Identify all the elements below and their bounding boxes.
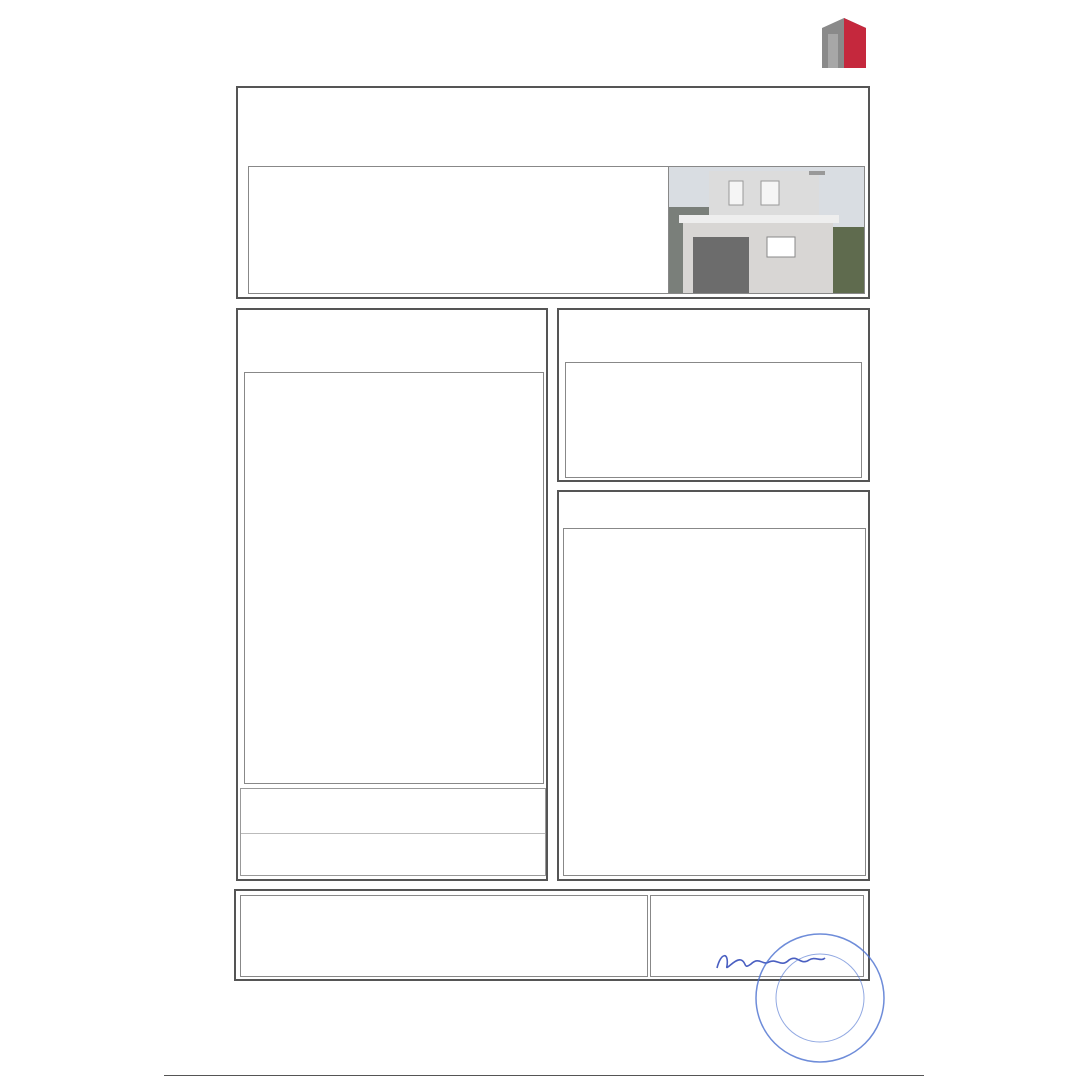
house-logo-icon <box>820 16 868 68</box>
indicators-table <box>563 528 866 876</box>
address-block <box>248 166 674 294</box>
building-photo <box>668 166 865 294</box>
energy-class-scale <box>244 372 544 784</box>
energy-pie-chart <box>760 369 864 473</box>
official-stamp <box>750 930 890 1065</box>
energy-split-section <box>557 308 870 482</box>
split-chart-area <box>565 362 862 478</box>
specialist-block <box>240 895 648 977</box>
requirement-divider <box>241 833 545 834</box>
indicators-section <box>557 490 870 881</box>
bottom-rule <box>164 1075 924 1076</box>
classification-section <box>236 308 548 881</box>
site-logo[interactable] <box>820 14 1075 72</box>
header-section <box>236 86 870 299</box>
requirement-box <box>240 788 546 876</box>
